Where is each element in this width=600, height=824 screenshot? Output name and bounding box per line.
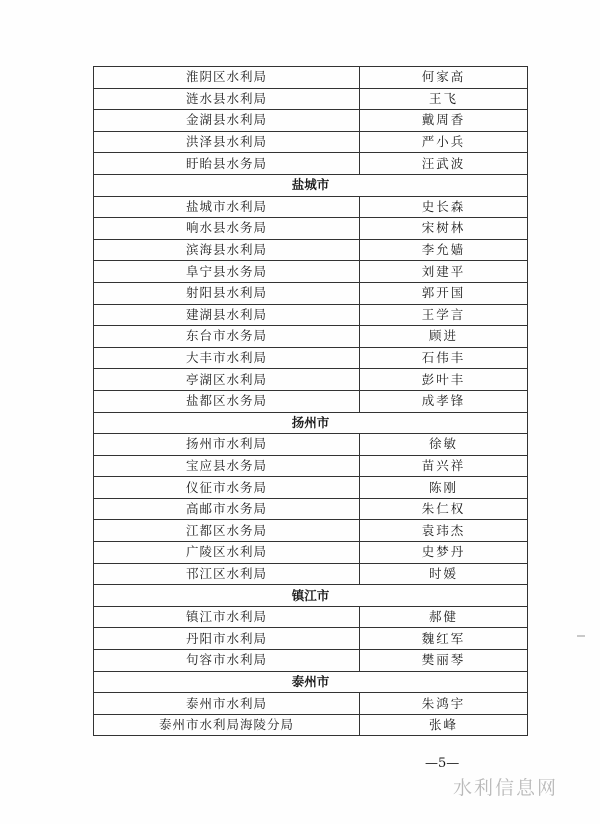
unit-cell: 亭湖区水利局 [94,369,360,391]
table-row [94,477,528,499]
table-row [94,606,528,628]
city-header-row [94,671,528,693]
person-cell: 顾进 [360,326,528,348]
city-header: 扬州市 [94,412,528,434]
unit-cell: 广陵区水利局 [94,542,360,564]
person-cell: 张峰 [360,714,528,736]
unit-cell: 泰州市水利局海陵分局 [94,714,360,736]
person-cell: 樊丽琴 [360,650,528,672]
table-row [94,131,528,153]
city-header: 泰州市 [94,671,528,693]
table-row [94,196,528,218]
table-row [94,304,528,326]
person-cell: 宋树林 [360,218,528,240]
table-row [94,498,528,520]
unit-cell: 仪征市水务局 [94,477,360,499]
person-cell: 朱仁权 [360,498,528,520]
person-cell: 严小兵 [360,131,528,153]
unit-cell: 金湖县水利局 [94,110,360,132]
person-cell: 徐敏 [360,434,528,456]
table-row [94,282,528,304]
table-row [94,67,528,89]
unit-cell: 涟水县水利局 [94,88,360,110]
unit-cell: 东台市水务局 [94,326,360,348]
unit-cell: 大丰市水利局 [94,347,360,369]
unit-cell: 镇江市水利局 [94,606,360,628]
unit-cell: 句容市水利局 [94,650,360,672]
person-cell: 史长森 [360,196,528,218]
table-row [94,110,528,132]
unit-cell: 建湖县水利局 [94,304,360,326]
table-row [94,542,528,564]
person-cell: 时媛 [360,563,528,585]
city-header-row [94,585,528,607]
person-cell: 王飞 [360,88,528,110]
watermark-text: 水利信息网 [453,777,559,799]
table-row [94,88,528,110]
unit-cell: 盱眙县水务局 [94,153,360,175]
table-row [94,261,528,283]
person-cell: 郝健 [360,606,528,628]
unit-cell: 响水县水务局 [94,218,360,240]
unit-cell: 丹阳市水利局 [94,628,360,650]
unit-cell: 盐城市水利局 [94,196,360,218]
table-row [94,218,528,240]
table-row [94,326,528,348]
table-row [94,714,528,736]
city-header-row [94,412,528,434]
unit-cell: 泰州市水利局 [94,693,360,715]
person-cell: 陈刚 [360,477,528,499]
person-cell: 苗兴祥 [360,455,528,477]
unit-cell: 邗江区水利局 [94,563,360,585]
unit-cell: 洪泽县水利局 [94,131,360,153]
unit-cell: 扬州市水利局 [94,434,360,456]
person-cell: 成孝锋 [360,390,528,412]
roster-table [93,66,528,736]
table-row [94,153,528,175]
table-row [94,434,528,456]
unit-cell: 江都区水务局 [94,520,360,542]
person-cell: 汪武波 [360,153,528,175]
table-row [94,563,528,585]
table-row [94,390,528,412]
scan-mark [577,635,585,637]
table-row [94,520,528,542]
person-cell: 石伟丰 [360,347,528,369]
unit-cell: 射阳县水利局 [94,282,360,304]
person-cell: 郭开国 [360,282,528,304]
table-row [94,369,528,391]
person-cell: 史梦丹 [360,542,528,564]
table-row [94,347,528,369]
person-cell: 魏红军 [360,628,528,650]
unit-cell: 阜宁县水务局 [94,261,360,283]
person-cell: 袁玮杰 [360,520,528,542]
unit-cell: 滨海县水利局 [94,239,360,261]
city-header: 镇江市 [94,585,528,607]
roster-table-body [94,67,528,736]
unit-cell: 盐都区水务局 [94,390,360,412]
table-row [94,628,528,650]
table-row [94,239,528,261]
person-cell: 戴周香 [360,110,528,132]
table-row [94,455,528,477]
table-row [94,650,528,672]
unit-cell: 淮阴区水利局 [94,67,360,89]
person-cell: 刘建平 [360,261,528,283]
table-row [94,693,528,715]
person-cell: 李允嫱 [360,239,528,261]
person-cell: 朱鸿宇 [360,693,528,715]
person-cell: 彭叶丰 [360,369,528,391]
page-number: —5— [425,756,460,771]
unit-cell: 宝应县水务局 [94,455,360,477]
person-cell: 王学言 [360,304,528,326]
city-header-row [94,174,528,196]
city-header: 盐城市 [94,174,528,196]
unit-cell: 高邮市水务局 [94,498,360,520]
person-cell: 何家高 [360,67,528,89]
